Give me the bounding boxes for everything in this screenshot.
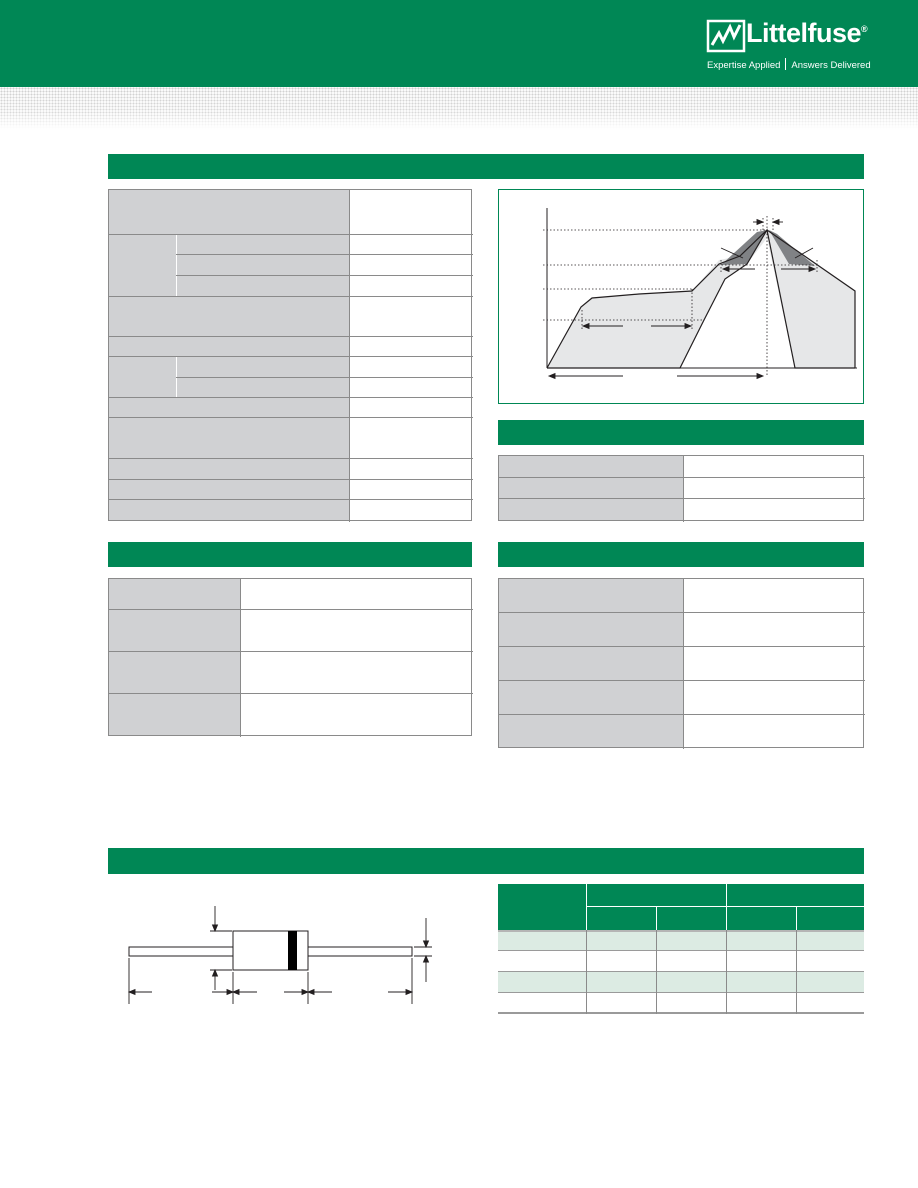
header-divider xyxy=(656,906,657,930)
row-line xyxy=(499,646,865,647)
row-line xyxy=(109,479,473,480)
row-label-1 xyxy=(109,190,349,234)
axial-diode-drawing xyxy=(120,896,440,1006)
table-row xyxy=(498,930,864,950)
row-label-2c xyxy=(176,276,349,296)
reflow-profile-svg xyxy=(499,190,863,403)
section-bar-top xyxy=(108,154,864,179)
row-label xyxy=(499,478,683,498)
col-divider xyxy=(726,930,727,1014)
row-line xyxy=(499,612,865,613)
row-line xyxy=(499,477,865,478)
row-group-label-5 xyxy=(109,357,176,398)
row-label-9 xyxy=(109,479,349,499)
left-bottom-table xyxy=(108,578,472,736)
section-bar-right-bottom xyxy=(498,542,864,567)
col-divider xyxy=(683,579,684,749)
row-label xyxy=(499,647,683,680)
row-line xyxy=(176,275,473,276)
row-label-5b xyxy=(176,378,349,398)
section-bar-right-mid xyxy=(498,420,864,445)
row-label-6 xyxy=(109,398,349,418)
row-label-5a xyxy=(176,357,349,377)
table-row xyxy=(498,950,864,971)
sub-col-divider-1 xyxy=(176,234,177,297)
row-label xyxy=(109,610,240,651)
row-line xyxy=(109,417,473,418)
right-bottom-table xyxy=(498,578,864,748)
row-group-label-2 xyxy=(109,234,176,297)
right-mid-table xyxy=(498,455,864,521)
tagline-separator xyxy=(785,58,786,70)
row-label xyxy=(499,499,683,520)
col-divider xyxy=(240,579,241,737)
tagline-left: Expertise Applied xyxy=(707,60,781,71)
registered-mark: ® xyxy=(861,24,868,34)
row-line xyxy=(109,693,473,694)
row-line xyxy=(176,377,473,378)
brand-tagline xyxy=(707,58,871,71)
lead-left xyxy=(129,947,233,956)
row-line xyxy=(109,397,473,398)
row-label-3 xyxy=(109,297,349,337)
row-label-2b xyxy=(176,255,349,275)
col-divider xyxy=(586,930,587,1014)
table-header xyxy=(498,884,864,930)
ratings-table xyxy=(108,189,472,521)
header-divider xyxy=(796,906,797,930)
row-line xyxy=(109,458,473,459)
row-line xyxy=(109,234,473,235)
row-line xyxy=(109,651,473,652)
table-row xyxy=(498,992,864,1014)
col-divider xyxy=(683,456,684,522)
row-line xyxy=(109,356,473,357)
row-line xyxy=(109,609,473,610)
row-label xyxy=(499,579,683,612)
tagline-right: Answers Delivered xyxy=(791,60,871,71)
lead-right xyxy=(308,947,412,956)
col-divider xyxy=(656,930,657,1014)
row-label xyxy=(109,579,240,609)
row-line xyxy=(109,499,473,500)
row-line xyxy=(499,498,865,499)
row-line xyxy=(499,680,865,681)
littelfuse-logo-icon xyxy=(706,19,746,53)
header-divider xyxy=(586,906,864,907)
row-label-2a xyxy=(176,234,349,254)
dot-pattern-fade xyxy=(0,87,918,129)
row-line xyxy=(499,714,865,715)
row-label-7 xyxy=(109,418,349,459)
brand-name: Littelfuse® xyxy=(746,18,868,48)
reflow-profile-chart xyxy=(498,189,864,404)
row-line xyxy=(109,296,473,297)
row-label xyxy=(499,681,683,714)
section-bar-left-bottom xyxy=(108,542,472,567)
header-divider xyxy=(586,884,587,930)
row-label-4 xyxy=(109,337,349,357)
row-label xyxy=(109,694,240,735)
row-line xyxy=(109,336,473,337)
row-label-10 xyxy=(109,500,349,520)
col-divider xyxy=(796,930,797,1014)
row-label xyxy=(109,652,240,693)
row-label xyxy=(499,715,683,747)
row-label xyxy=(499,613,683,646)
row-line xyxy=(176,254,473,255)
section-bar-dimensions xyxy=(108,848,864,874)
peak-region-left xyxy=(721,230,767,265)
row-label xyxy=(499,456,683,477)
table-row xyxy=(498,971,864,992)
dimensions-table xyxy=(498,884,864,1014)
header-divider xyxy=(726,884,727,930)
cathode-band xyxy=(288,931,297,970)
row-label-8 xyxy=(109,459,349,479)
